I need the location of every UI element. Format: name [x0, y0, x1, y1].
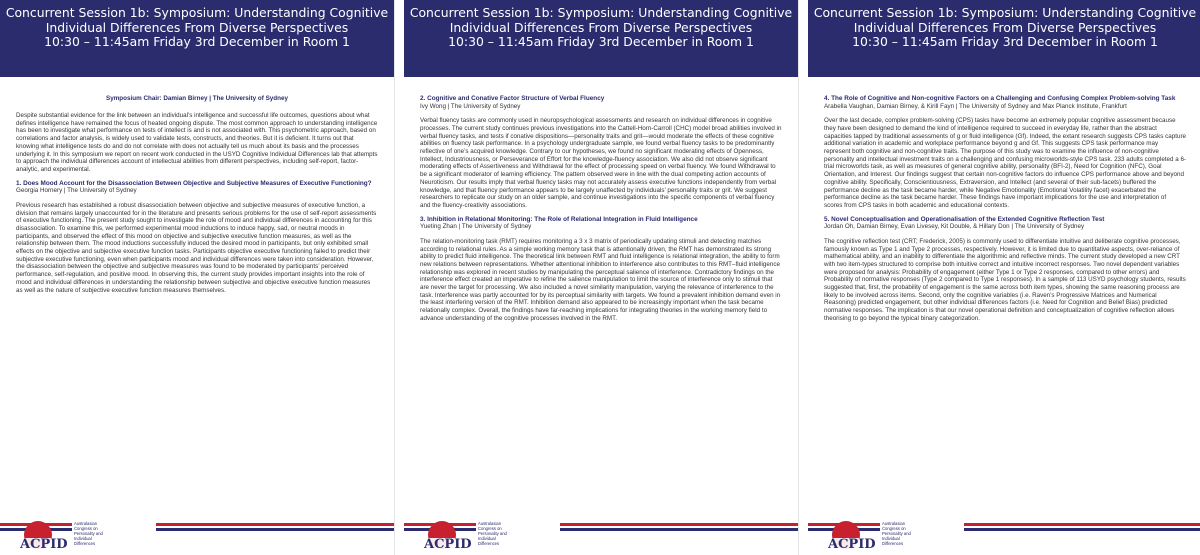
panel-divider — [394, 0, 404, 555]
header-line-1: Concurrent Session 1b: Symposium: Understanding Cognitive — [813, 5, 1197, 20]
talk-2-authors: Ivy Wong | The University of Sydney — [420, 102, 521, 110]
talk-1-abstract: Previous research has established a robust disassociation between objective and subjective measures of executive function, a division that remains largely unaccounted for in the literature and presents serious problems for the use of self-report assessments of executive functioning. The present study sought to investigate the role of mood and individual differences in accounting for this disassociation. To examine this, we performed experimental mood inductions to induce happy, sad, or neutral moods in participants, and observed the effect of this mood on objective and subjective executive function measures, as well as the relationship between them. The mood inductions successfully induced the desired mood in participants, but only exhibited small effects on the objective and subjective executive function tasks. Participants objective executive functioning failed to predict their subjective executive functioning, even when participants mood and individual differences were taken into consideration. However, the disassociation between the objective and subjective measures was found to be moderated by participants’ perceived performance, self-regulation, and positive mood. In observing this, the current study provides important insights into the role of mood and individual differences in understanding the relationship between subjective and objective executive function measures as well as the nature of subjective executive function measures themselves. — [16, 201, 377, 294]
talk-3-title: 3. Inhibition in Relational Monitoring: The Role of Relational Integration in Fluid Intelligence — [420, 215, 698, 223]
slide-panel-3 — [808, 0, 1200, 555]
symposium-intro: Despite substantial evidence for the link between an individual’s intelligence and successful life outcomes, questions about what defines intelligence have remained the focus of heated ongoing dispute. The most common approach to understanding intelligence has been to investigate what performance on tests of intellect is and is not associated with. This psychometric approach, based on correlations and factor analysis, is widely used to validate tests, constructs, and theories. But it is deficient. It turns out that knowing what intelligence tests do and do not correlate with does not actually tell us much about its basis and the processes underlying it. In this symposium we report on recent work conducted in the USYD Cognitive Individual Differences lab that attempts to approach the individual differences account of intellectual abilities from different perspectives, including self-report, factor-analytic, and experimental. — [16, 112, 378, 173]
header-line-3: 10:30 – 11:45am Friday 3rd December in Room 1 — [44, 34, 350, 50]
talk-1-title: 1. Does Mood Account for the Disassociation Between Objective and Subjective Measures of Executive Functioning? — [16, 179, 372, 187]
slide-panel-2 — [404, 0, 798, 555]
org-line-4: Individual — [478, 535, 496, 541]
logo-word: ACPID — [424, 537, 472, 552]
org-line-5: Differences — [882, 540, 904, 546]
talk-2-title: 2. Cognitive and Conative Factor Structure of Verbal Fluency — [420, 95, 605, 102]
header-line-2: Individual Differences From Diverse Perspectives — [853, 19, 1157, 35]
header-line-1: Concurrent Session 1b: Symposium: Understanding Cognitive — [409, 5, 793, 20]
acpid-footer — [404, 513, 798, 555]
org-line-5: Differences — [74, 540, 96, 546]
talk-2-abstract: Verbal fluency tasks are commonly used in neuropsychological assessments and research on individual differences in cognitive processes. The current study continues previous investigations into the Cattell-Horn-Carroll (CHC) model broad abilities involved in verbal fluency tasks, and tests if conative dispositions—personality traits and grit—would moderate the effects of these cognitive abilities on fluency task performance. In a psychology undergraduate sample, we found verbal fluency tasks to be predominantly reflective of one’s acquired knowledge. Contrary to our hypotheses, we found no significant moderating effects of Openness, Intellect, Industriousness, or Perseverance of Effort for the knowledge-fluency association. We also did not observe significant moderating effects of Assertiveness and Withdrawal for the effect of processing speed on verbal fluency. We found Withdrawal to be a significant moderator of learning efficiency. The pattern observed were in line with the dual competing action accounts of Neuroticism. Our results imply that verbal fluency tasks may not accurately assess executive functions independently from verbal knowledge, and that fluency performance appears to be largely unaffected by individuals’ personality traits or grit. We suggest researchers to replicate our study on an older sample, and continue investigations into the specific components of verbal fluency and the fluency-creativity associations. — [420, 117, 782, 209]
org-line-1: Australasian — [478, 521, 502, 526]
org-name — [72, 521, 156, 548]
org-line-5: Differences — [478, 540, 500, 546]
org-line-3: Personality and — [882, 530, 911, 536]
org-line-4: Individual — [74, 535, 92, 541]
talk-4-authors: Arabella Vaughan, Damian Birney, & Kirill Fayn | The University of Sydney and Max Planck Institute, Frankfurt — [824, 102, 1127, 110]
org-name — [476, 521, 560, 548]
org-line-3: Personality and — [478, 530, 507, 536]
header-line-2: Individual Differences From Diverse Perspectives — [45, 19, 349, 35]
talk-5-title: 5. Novel Conceptualisation and Operationalisation of the Extended Cognitive Reflection Test — [824, 215, 1105, 223]
talk-5-abstract: The cognitive reflection test (CRT; Frederick, 2005) is commonly used to differentiate intuitive and deliberate cognitive processes, famously known as Type 1 and Type 2 processes, respectively. However, it is limited due to quantitative aspects, over-reliance of mathematical ability, and an inability to differentiate the algorithmic and reflective minds. The current study developed a new CRT with two item-types structured to comprise both intuitive correct and intuitive incorrect responses. Two novel dependent variables were proposed for analysis: Probability of engagement (either Type 1 or Type 2 responses, compared to other errors) and Probability of normative responses (Type 2 compared to Type 1 responses). In a sample of 113 USYD psychology students, results suggested that, first, the probability of engagement is the same across both item types, showing the same reasoning process are likely to be involved across items. Second, only the cognitive variables (i.e. Raven’s Progressive Matrices and Numerical Reasoning) predicted engagement, but other individual differences factors (i.e. Need for Cognition and Belief Bias) predicted normative responses. The implication is that our novel operational definition and conceptualization of cognitive reflection allows theorising to go beyond the typical binary categorization. — [824, 237, 1186, 322]
talk-3-abstract: The relation-monitoring task (RMT) requires monitoring a 3 x 3 matrix of periodically updating stimuli and detecting matches according to relational rules. As a simple working memory task that is attentionally driven, the RMT has demonstrated its strong ability to predict fluid intelligence. The theoretical link between RMT and fluid intelligence is relational integration, the ability to form new relations between representations. Whether attentional inhibition to interference also contributes to this RMT–fluid intelligence relationship was explored in recent studies by manipulating the perceptual salience of interference. Contradictory findings on the interference effect created an imperative to refine the salience manipulation to limit the source of interference only to stimuli that are never the target for processing. We also included a novel similarity manipulation, varying the relevance of interference to the task. Interference was partly accounted for by its perceptual similarity with targets. We found a prevalent inhibition demand even in the least interfering version of the RMT. Inhibition demand also appeared to be increasingly important when the task became relationally complex. Overall, the findings have far-reaching implications for integrating theories in the working memory field to advance understanding of the cognitive processes involved in the RMT. — [420, 237, 781, 322]
logo-word: ACPID — [20, 537, 68, 552]
org-line-2: Congress on — [882, 525, 906, 531]
header-line-3: 10:30 – 11:45am Friday 3rd December in Room 1 — [448, 34, 754, 50]
header-line-3: 10:30 – 11:45am Friday 3rd December in Room 1 — [852, 34, 1158, 50]
org-line-2: Congress on — [478, 525, 502, 531]
talk-5-authors: Jordan Oh, Damian Birney, Evan Livesey, Kit Double, & Hillary Don | The University of Sydney — [824, 223, 1085, 231]
org-name — [880, 521, 964, 548]
symposium-chair: Symposium Chair: Damian Birney | The University of Sydney — [106, 95, 288, 102]
panel-body — [808, 77, 1200, 323]
acpid-logo-icon — [826, 519, 876, 553]
acpid-footer — [808, 513, 1200, 555]
org-line-3: Personality and — [74, 530, 103, 536]
acpid-footer — [0, 513, 394, 555]
session-header — [0, 0, 394, 77]
org-line-2: Congress on — [74, 525, 98, 531]
talk-4-title: 4. The Role of Cognitive and Non-cognitive Factors on a Challenging and Confusing Complex Problem-solving Task — [824, 95, 1176, 102]
org-line-1: Australasian — [74, 521, 98, 526]
talk-1-authors: Georgia Hornery | The University of Sydney — [16, 187, 137, 195]
logo-word: ACPID — [828, 537, 876, 552]
talk-3-authors: Yueting Zhan | The University of Sydney — [420, 223, 532, 231]
org-line-4: Individual — [882, 535, 900, 541]
session-header — [808, 0, 1200, 77]
talk-4-abstract: Over the last decade, complex problem-solving (CPS) tasks have become an extremely popular cognitive assessment because they have been designed to demand the kind of intelligence required to succeed in everyday life, rather than the abstract capacities tapped by traditional assessments of g or fluid intelligence (Gf). Indeed, the extant research suggests CPS tasks capture additional variation in academic and workplace performance beyond g and Gf. This suggests CPS task performance may represent both cognitive and non-cognitive traits. The purpose of this study was to examine the influence of non-cognitive personality and intellectual investment traits on a challenging and confusing microworlds-style CPS task. 233 adults completed a 6-trial microworlds task, as well as measures of general cognitive ability, personality (BFI-2), Need for Cognition (NFC), Goal Orientation, and Interest. Our findings suggest that certain non-cognitive factors do influence CPS performance above and beyond cognitive ability. Specifically, Conscientiousness, Extraversion, and Intellect (and several of their sub-facets) buffered the performance decline as the task became harder, while Negative Emotionality (Emotional Volatility facet) exacerbated the performance decline as the task became harder. These findings have important implications for the use and interpretation of scores from CPS tasks in both academic and educational contexts. — [824, 117, 1186, 209]
panel-body — [0, 77, 394, 294]
header-line-1: Concurrent Session 1b: Symposium: Understanding Cognitive — [5, 5, 389, 20]
org-line-1: Australasian — [882, 521, 906, 526]
acpid-logo-icon — [422, 519, 472, 553]
acpid-logo-icon — [18, 519, 68, 553]
header-line-2: Individual Differences From Diverse Perspectives — [449, 19, 753, 35]
panel-divider — [798, 0, 808, 555]
session-header — [404, 0, 798, 77]
slide-panel-1 — [0, 0, 394, 555]
panel-body — [404, 77, 798, 323]
